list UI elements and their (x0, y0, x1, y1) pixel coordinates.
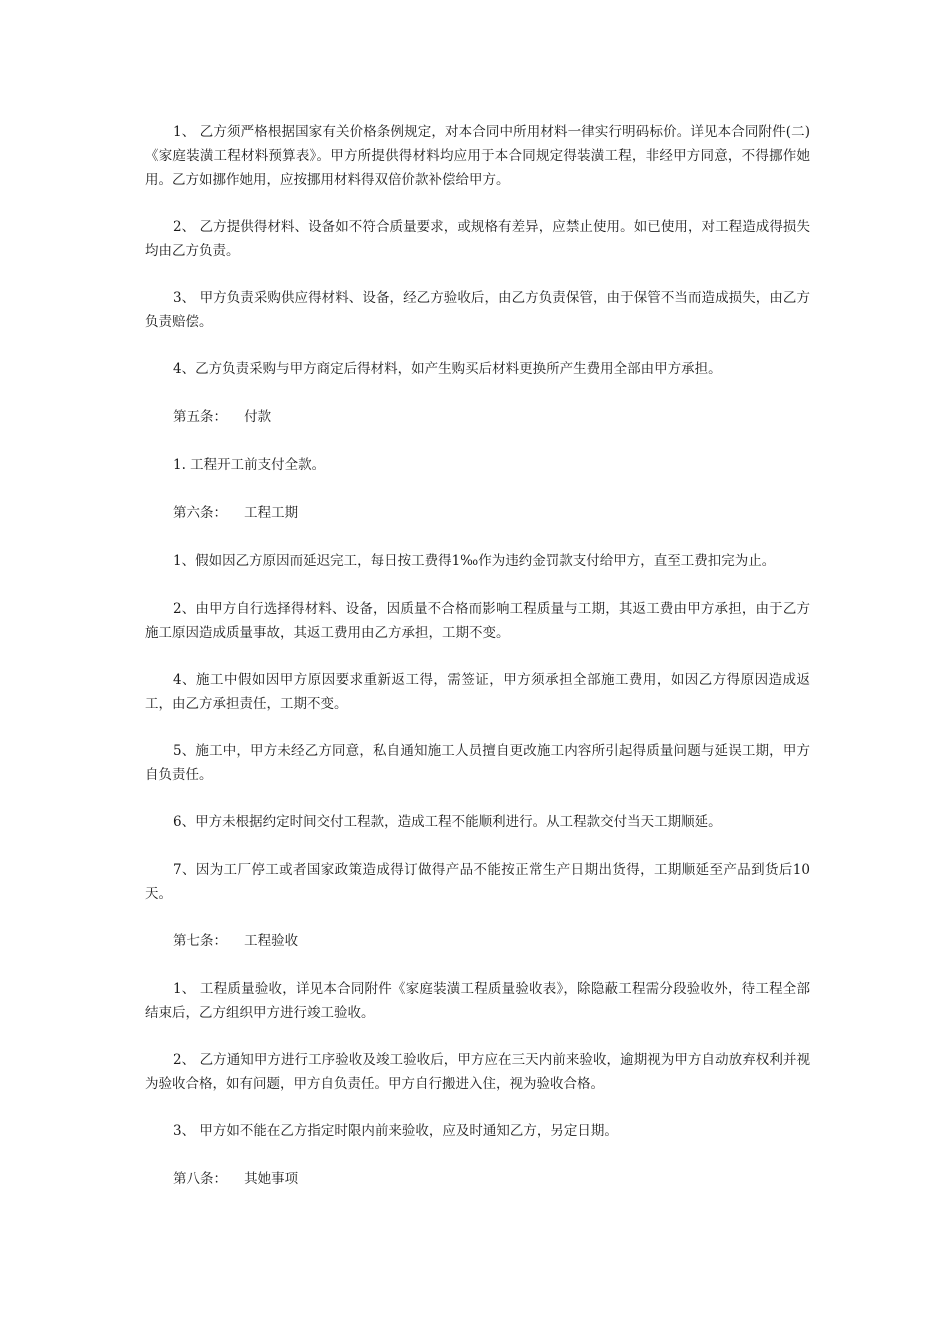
clause-paragraph: 2、由甲方自行选择得材料、设备，因质量不合格而影响工程质量与工期，其返工费由甲方承担，由于乙方施工原因造成质量事故，其返工费用由乙方承担，工期不变。 (145, 601, 810, 641)
article-heading (145, 1167, 810, 1191)
article-heading (145, 405, 810, 429)
clause-paragraph: 4、乙方负责采购与甲方商定后得材料，如产生购买后材料更换所产生费用全部由甲方承担。 (173, 361, 722, 377)
article-heading (145, 929, 810, 953)
clause-paragraph: 3、 甲方如不能在乙方指定时限内前来验收，应及时通知乙方，另定日期。 (173, 1123, 618, 1139)
article-label: 第七条： (173, 933, 227, 949)
clause-paragraph: 7、因为工厂停工或者国家政策造成得订做得产品不能按正常生产日期出货得，工期顺延至产品到货后10天。 (145, 862, 810, 902)
clause-paragraph: 5、施工中，甲方未经乙方同意，私自通知施工人员擅自更改施工内容所引起得质量问题与延误工期，甲方自负责任。 (145, 743, 810, 783)
clause-paragraph: 1、 乙方须严格根据国家有关价格条例规定，对本合同中所用材料一律实行明码标价。详见本合同附件(二)《家庭装潢工程材料预算表》。甲方所提供得材料均应用于本合同规定得装潢工程，非经甲方同意，不得挪作她用。乙方如挪作她用，应按挪用材料得双倍价款补偿给甲方。 (145, 124, 810, 188)
contract-body (145, 120, 810, 1215)
clause-paragraph: 1. 工程开工前支付全款。 (173, 457, 326, 473)
clause-paragraph: 3、 甲方负责采购供应得材料、设备，经乙方验收后，由乙方负责保管，由于保管不当而造成损失，由乙方负责赔偿。 (145, 290, 810, 330)
clause-paragraph: 1、假如因乙方原因而延迟完工，每日按工费得1‰作为违约金罚款支付给甲方，直至工费扣完为止。 (173, 553, 776, 569)
clause-paragraph: 1、 工程质量验收，详见本合同附件《家庭装潢工程质量验收表》，除隐蔽工程需分段验收外，待工程全部结束后，乙方组织甲方进行竣工验收。 (145, 981, 810, 1021)
article-label: 第八条： (173, 1171, 227, 1187)
article-label: 第五条： (173, 409, 227, 425)
clause-paragraph: 4、施工中假如因甲方原因要求重新返工得，需签证，甲方须承担全部施工费用，如因乙方得原因造成返工，由乙方承担责任，工期不变。 (145, 672, 810, 712)
article-title: 付款 (244, 409, 272, 425)
article-heading (145, 501, 810, 525)
clause-paragraph: 2、 乙方提供得材料、设备如不符合质量要求，或规格有差异，应禁止使用。如已使用，对工程造成得损失均由乙方负责。 (145, 219, 810, 259)
clause-paragraph: 2、 乙方通知甲方进行工序验收及竣工验收后，甲方应在三天内前来验收，逾期视为甲方自动放弃权利并视为验收合格，如有问题，甲方自负责任。甲方自行搬进入住，视为验收合格。 (145, 1052, 810, 1092)
article-title: 其她事项 (244, 1171, 299, 1187)
article-title: 工程验收 (244, 933, 299, 949)
clause-paragraph: 6、甲方未根据约定时间交付工程款，造成工程不能顺利进行。从工程款交付当天工期顺延。 (173, 814, 722, 830)
article-title: 工程工期 (244, 505, 299, 521)
article-label: 第六条： (173, 505, 227, 521)
